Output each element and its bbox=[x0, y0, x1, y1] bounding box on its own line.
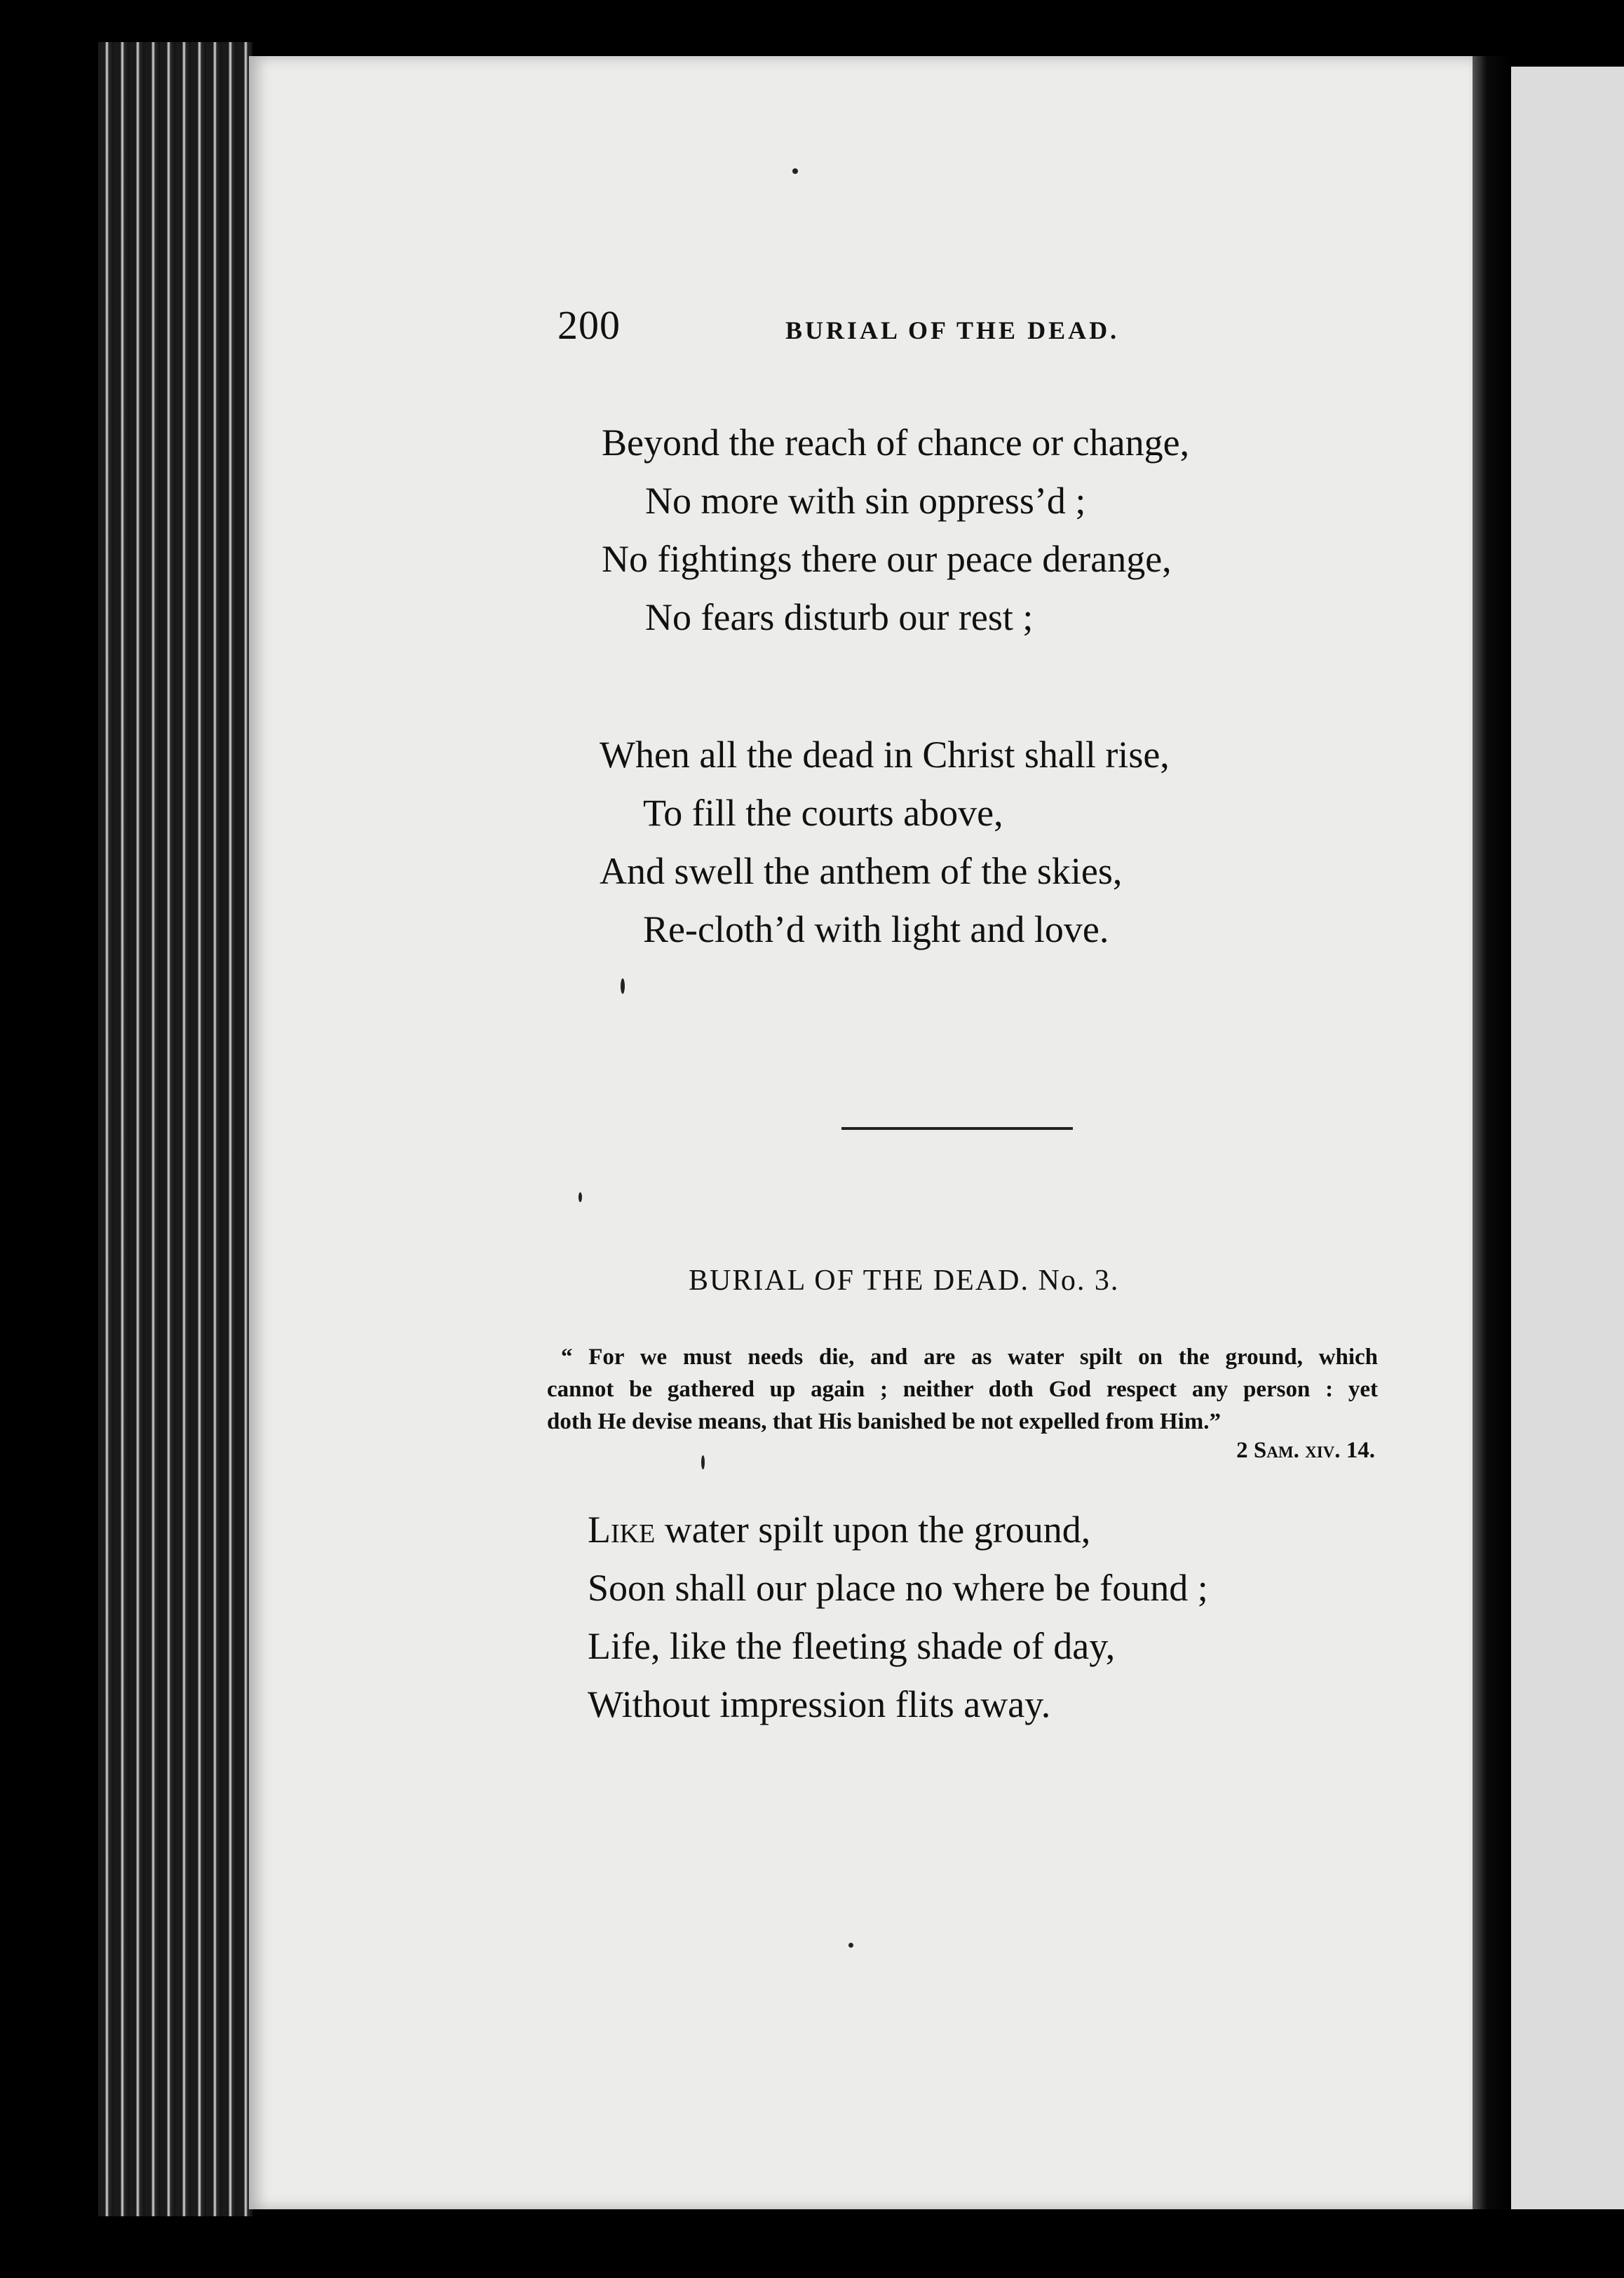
section-divider bbox=[841, 1127, 1073, 1130]
book-page bbox=[249, 56, 1473, 2209]
verse-line: Soon shall our place no where be found ; bbox=[588, 1567, 1208, 1609]
running-head: BURIAL OF THE DEAD. bbox=[785, 316, 1120, 344]
book-gutter bbox=[1473, 56, 1511, 2209]
verse-line: Re-cloth’d with light and love. bbox=[643, 908, 1109, 950]
ink-speck bbox=[848, 1943, 853, 1948]
facing-page bbox=[1511, 67, 1624, 2209]
verse-line: Life, like the fleeting shade of day, bbox=[588, 1625, 1116, 1667]
verse-line: Without impression flits away. bbox=[588, 1683, 1051, 1725]
stanza-2 bbox=[600, 726, 1170, 959]
ink-speck bbox=[578, 1192, 582, 1202]
epigraph-line: cannot be gathered up again ; neither doth God respect any person : yet bbox=[547, 1377, 1378, 1402]
verse-line bbox=[588, 1501, 1208, 1559]
epigraph-line: “ For we must needs die, and are as water spilt on the ground, which bbox=[561, 1344, 1378, 1370]
stanza-1 bbox=[602, 414, 1189, 647]
section-title: BURIAL OF THE DEAD. No. 3. bbox=[689, 1265, 1120, 1297]
epigraph-line: doth He devise means, that His banished be not expelled from Him.” bbox=[547, 1409, 1222, 1434]
verse-line: When all the dead in Christ shall rise, bbox=[600, 734, 1170, 776]
stanza-3 bbox=[588, 1501, 1208, 1734]
ink-speck bbox=[621, 978, 625, 994]
verse-line: Beyond the reach of chance or change, bbox=[602, 422, 1190, 464]
verse-line: No fears disturb our rest ; bbox=[645, 596, 1034, 638]
epigraph-citation: 2 Sam. xiv. 14. bbox=[1236, 1438, 1375, 1463]
page-number: 200 bbox=[557, 302, 621, 348]
epigraph bbox=[547, 1341, 1378, 1438]
book-page-edges bbox=[98, 42, 252, 2216]
ink-speck bbox=[792, 168, 798, 174]
verse-line: No fightings there our peace derange, bbox=[602, 538, 1172, 580]
verse-line: To fill the courts above, bbox=[643, 792, 1003, 834]
opening-word: Like bbox=[588, 1509, 656, 1551]
page-header bbox=[557, 302, 1259, 351]
opening-line-rest: water spilt upon the ground, bbox=[655, 1509, 1091, 1551]
ink-speck bbox=[701, 1455, 705, 1469]
verse-line: And swell the anthem of the skies, bbox=[600, 850, 1123, 892]
verse-line: No more with sin oppress’d ; bbox=[645, 480, 1086, 522]
